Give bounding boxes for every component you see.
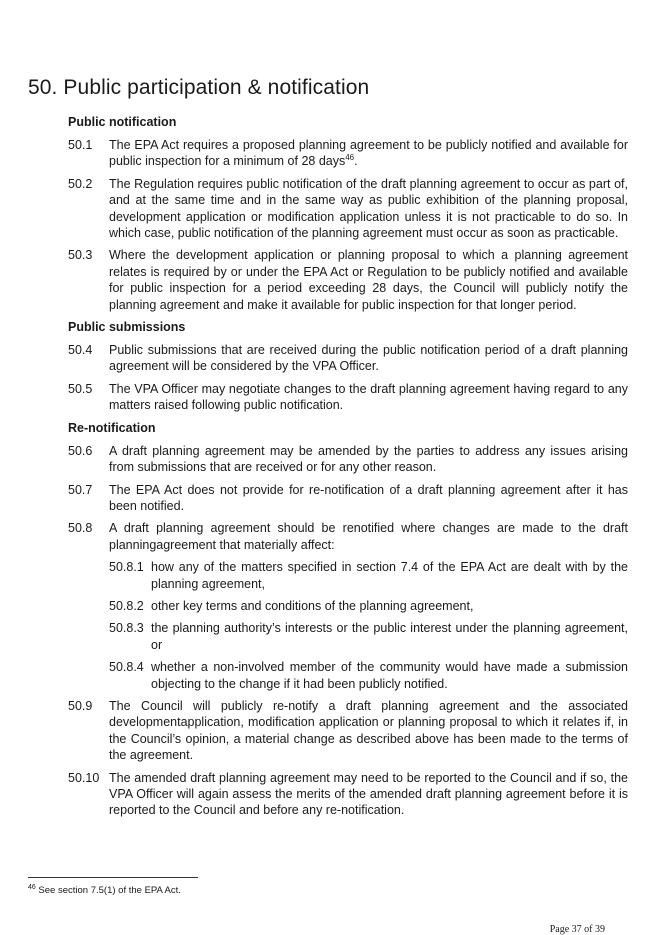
clause-number: 50.8.3: [109, 621, 144, 636]
clause: [68, 176, 628, 242]
clause-text: [109, 342, 628, 375]
clause-text: [151, 559, 628, 592]
clause-text: [109, 770, 628, 819]
footnote-reference: 46: [345, 153, 355, 163]
clause-text-body: Where the development application or planning proposal to which a planning agreement relates is required by or under the EPA Act or Regulation to be publicly notified and available for public inspection for a period exceeding 28 days, the Council will publicly notify the planning agreement and make it available for public inspection for that longer period.: [109, 248, 628, 312]
sub-clause: [109, 559, 628, 592]
clause-text-body: A draft planning agreement may be amended by the parties to address any issues arising from submissions that are received or for any other reason.: [109, 443, 628, 475]
clause: [68, 443, 628, 476]
clause: [68, 381, 628, 414]
clause-number: 50.8.1: [109, 560, 144, 575]
clause-text-body: The VPA Officer may negotiate changes to the draft planning agreement having regard to any matters raised following public notification.: [109, 381, 628, 413]
clause-number: 50.8.2: [109, 598, 144, 613]
clause-number: 50.8: [68, 521, 93, 536]
sub-clause: [109, 620, 628, 653]
clause: [68, 520, 628, 553]
clause-number: 50.6: [68, 443, 93, 458]
clause-number: 50.10: [68, 770, 100, 785]
clause-text-body: The EPA Act requires a proposed planning agreement to be publicly notified and available for public inspection for a minimum of 28 days: [109, 138, 628, 169]
footnote-mark: 46: [28, 883, 36, 891]
clause-text: [109, 698, 628, 764]
clause-number: 50.4: [68, 343, 93, 358]
clause-number: 50.5: [68, 381, 93, 396]
clause: [68, 137, 628, 170]
clause-text: [109, 482, 628, 515]
clause-text: [109, 443, 628, 476]
section-heading: 50. Public participation & notification: [28, 76, 370, 99]
clause: [68, 698, 628, 764]
clause-text-body: The Council will publicly re-notify a draft planning agreement and the associated developmentapplication, modification application or planning proposal to which it relates if, in the Council’s opinion, a material change as described above has been made to the terms of the agreement.: [109, 698, 628, 763]
subheading: Re-notification: [68, 420, 156, 435]
clause-number: 50.2: [68, 176, 93, 191]
subheading: Public submissions: [68, 320, 186, 335]
subheading: Public notification: [68, 115, 177, 129]
clause-text: [109, 381, 628, 414]
clause-text: [109, 520, 628, 553]
clause-text-body: The amended draft planning agreement may need to be reported to the Council and if so, the VPA Officer will again assess the merits of the amended draft planning agreement before it is reported to the Council and before any re-notification.: [109, 770, 628, 818]
sub-clause: [109, 659, 628, 692]
clause-text: [151, 620, 628, 653]
clause-text-body: A draft planning agreement should be renotified where changes are made to the draft planningagreement that materially affect:: [109, 521, 628, 552]
sub-clause: [109, 598, 628, 614]
clause-text-body: other key terms and conditions of the planning agreement,: [151, 598, 474, 613]
clause-text-body: The Regulation requires public notification of the draft planning agreement to occur as part of, and at the same time and in the same way as public exhibition of the planning proposal, development application or modification application unless it is not practicable to do so. In which case, public notification of the planning agreement must occur as soon as practicable.: [109, 176, 628, 241]
footnote-text: See section 7.5(1) of the EPA Act.: [35, 885, 181, 896]
clause-text-body: whether a non-involved member of the community would have made a submission objecting to the change if it had been publicly notified.: [151, 660, 628, 691]
clause-text: [151, 598, 628, 614]
clause-text: [109, 176, 628, 242]
page-number: Page 37 of 39: [549, 924, 605, 935]
clause-text: [109, 137, 628, 170]
clause-number: 50.8.4: [109, 660, 144, 675]
clause: [68, 342, 628, 375]
clause-text: [109, 247, 628, 313]
clause-number: 50.1: [68, 138, 93, 152]
clause-text-body: The EPA Act does not provide for re-notification of a draft planning agreement after it has been notified.: [109, 482, 628, 513]
clause-text: [151, 659, 628, 692]
clause-text-body: how any of the matters specified in section 7.4 of the EPA Act are dealt with by the planning agreement,: [151, 560, 628, 591]
clause-text-tail: .: [354, 154, 358, 169]
clause-text-body: the planning authority’s interests or the public interest under the planning agreement, or: [151, 621, 628, 652]
clause-number: 50.3: [68, 248, 93, 263]
clause-number: 50.9: [68, 698, 93, 713]
footnote-divider: [28, 877, 198, 878]
clause-number: 50.7: [68, 482, 93, 497]
clause: [68, 770, 628, 819]
clause: [68, 482, 628, 515]
clause: [68, 247, 628, 313]
footnote: [28, 885, 181, 896]
section-body: [68, 114, 628, 825]
clause-text-body: Public submissions that are received during the public notification period of a draft planning agreement will be considered by the VPA Officer.: [109, 343, 628, 374]
